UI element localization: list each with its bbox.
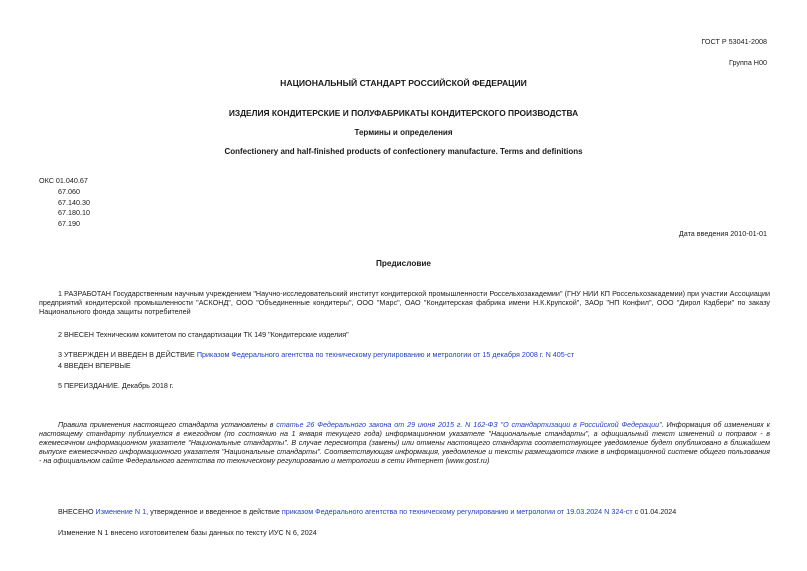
subtitle: Термины и определения <box>354 128 453 137</box>
amendment-prefix: ВНЕСЕНО <box>58 507 96 516</box>
foreword-heading: Предисловие <box>376 259 431 268</box>
foreword-item-5: 5 ПЕРЕИЗДАНИЕ. Декабрь 2018 г. <box>58 381 174 390</box>
standard-type-title: НАЦИОНАЛЬНЫЙ СТАНДАРТ РОССИЙСКОЙ ФЕДЕРАЦИИ <box>280 78 527 88</box>
foreword-item-1: 1 РАЗРАБОТАН Государственным научным учреждением "Научно-исследовательский институт кондитерской промышленности Россельхозакадемии" (ГНУ НИИ КП Россельхозакадемии) при участии Ассоциации предприятий кондитерской промышленности "АСКОНД", ООО "Объединенные кондитеры", ООО "Марс", ОАО "Кондитерская фабрика имени Н.К.Крупской", ЗАОр "НП Конфил", ООО "Дирол Кэдбери" по заказу Национального фонда защиты потребителей <box>39 289 770 316</box>
order-405-link[interactable]: Приказом Федерального агентства по техническому регулированию и метрологии от 15 декабря 2008 г. N 405-ст <box>196 350 575 359</box>
amendment-middle: , утвержденное и введенное в действие <box>146 507 282 516</box>
group-code: Группа Н00 <box>729 58 767 67</box>
foreword-item-4: 4 ВВЕДЕН ВПЕРВЫЕ <box>58 361 131 370</box>
foreword-item-3 <box>58 350 574 359</box>
foreword-item-2: 2 ВНЕСЕН Техническим комитетом по стандартизации ТК 149 "Кондитерские изделия" <box>58 330 349 339</box>
english-title: Confectionery and half-finished products of confectionery manufacture. Terms and definitions <box>224 147 583 156</box>
rules-text-rest: . Информация об изменениях к настоящему стандарту публикуется в ежегодном (по состоянию на 1 января текущего года) информационном указателе "Национальные стандарты", а официальный текст изменений и поправок - в ежемесячном информационном указателе "Национальные стандарты". В случае пересмотра (замены) или отмены настоящего стандарта соответствующее уведомление будет опубликовано в ближайшем выпуске ежемесячного информационного указателя "Национальные стандарты". Соответствующая информация, уведомление и тексты размещаются также в информационной системе общего пользования - на официальном сайте Федерального агентства по техническому регулированию и метрологии в сети Интернет (www.gost.ru) <box>39 420 770 465</box>
introduction-date: Дата введения 2010-01-01 <box>678 229 767 238</box>
application-rules <box>39 420 770 465</box>
gost-code: ГОСТ Р 53041-2008 <box>701 37 767 46</box>
foreword-item-3-text: 3 УТВЕРЖДЕН И ВВЕДЕН В ДЕЙСТВИЕ <box>58 350 197 359</box>
amendment-1-link[interactable]: Изменение N 1 <box>95 507 147 516</box>
main-title: ИЗДЕЛИЯ КОНДИТЕРСКИЕ И ПОЛУФАБРИКАТЫ КОНДИТЕРСКОГО ПРОИЗВОДСТВА <box>228 108 579 118</box>
oks-code: ОКС 01.040.67 <box>39 176 88 185</box>
oks-subcode: 67.180.10 <box>58 208 90 217</box>
order-324-link[interactable]: приказом Федерального агентства по техническому регулированию и метрологии от 19.03.2024 N 324-ст <box>281 507 633 516</box>
federal-law-link[interactable]: статье 26 Федерального закона от 29 июня 2015 г. N 162-ФЗ "О стандартизации в Российской Федерации" <box>276 420 662 429</box>
amendment-note <box>58 507 676 516</box>
rules-text-start: Правила применения настоящего стандарта установлены в <box>58 420 277 429</box>
amendment-suffix: с 01.04.2024 <box>632 507 677 516</box>
footer-note: Изменение N 1 внесено изготовителем базы данных по тексту ИУС N 6, 2024 <box>58 528 317 537</box>
oks-subcode: 67.190 <box>58 219 80 228</box>
oks-subcode: 67.060 <box>58 187 80 196</box>
oks-subcode: 67.140.30 <box>58 198 90 207</box>
